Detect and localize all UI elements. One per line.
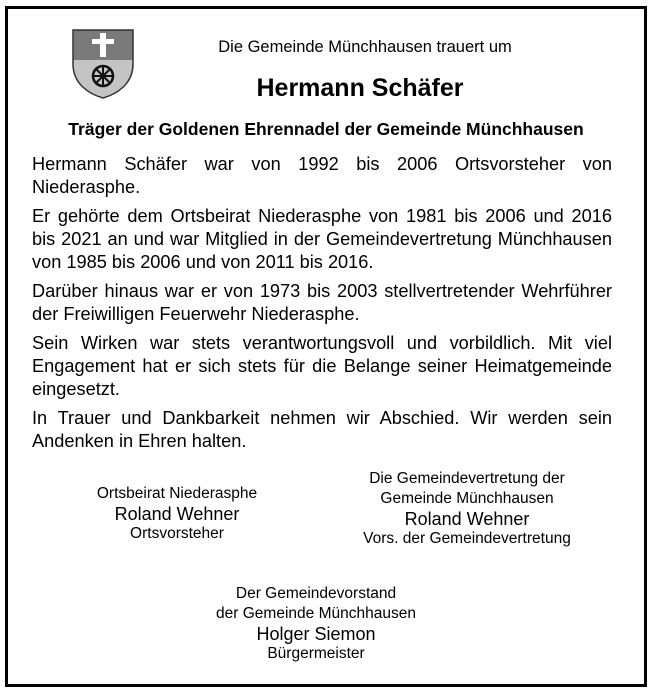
signature-org-line2: der Gemeinde Münchhausen [216,605,416,622]
signature-org-line2: Gemeinde Münchhausen [380,490,554,507]
obituary-body [32,153,612,459]
coat-of-arms-icon [71,28,135,100]
honor-line: Träger der Goldenen Ehrennadel der Gemeinde Münchhausen [68,119,584,139]
body-paragraph: Sein Wirken war stets verantwortungsvoll und vorbildlich. Mit viel Engagement hat er sich stets für die Belange seiner Heimatgemeinde eingesetzt. [32,333,612,399]
signature-role: Vors. der Gemeindevertretung [363,530,571,547]
signature-name: Holger Siemon [256,624,376,644]
intro-line: Die Gemeinde Münchhausen trauert um [218,38,512,56]
body-paragraph: Hermann Schäfer war von 1992 bis 2006 Ortsvorsteher von Niederasphe. [32,154,612,197]
signature-ortsbeirat [62,484,292,544]
signature-role: Bürgermeister [267,645,365,662]
signature-org-line1: Die Gemeindevertretung der [369,470,565,487]
signature-gemeindevertretung [322,469,612,549]
body-paragraph: Darüber hinaus war er von 1973 bis 2003 stellvertretender Wehrführer der Freiwilligen Feuerwehr Niederasphe. [32,281,612,324]
signature-org: Ortsbeirat Niederasphe [96,485,258,502]
signature-gemeindevorstand [166,584,466,664]
signature-role: Ortsvorsteher [130,525,224,542]
body-paragraph: Er gehörte dem Ortsbeirat Niederasphe von 1981 bis 2006 und 2016 bis 2021 an und war Mitglied in der Gemeindevertretung Münchhausen von 1985 bis 2006 und von 2011 bis 2016. [32,206,612,272]
body-paragraph: In Trauer und Dankbarkeit nehmen wir Abschied. Wir werden sein Andenken in Ehren halten. [32,408,612,451]
deceased-name: Hermann Schäfer [256,74,464,102]
signature-org-line1: Der Gemeindevorstand [235,585,397,602]
signature-name: Roland Wehner [404,509,530,529]
signature-name: Roland Wehner [114,504,240,524]
